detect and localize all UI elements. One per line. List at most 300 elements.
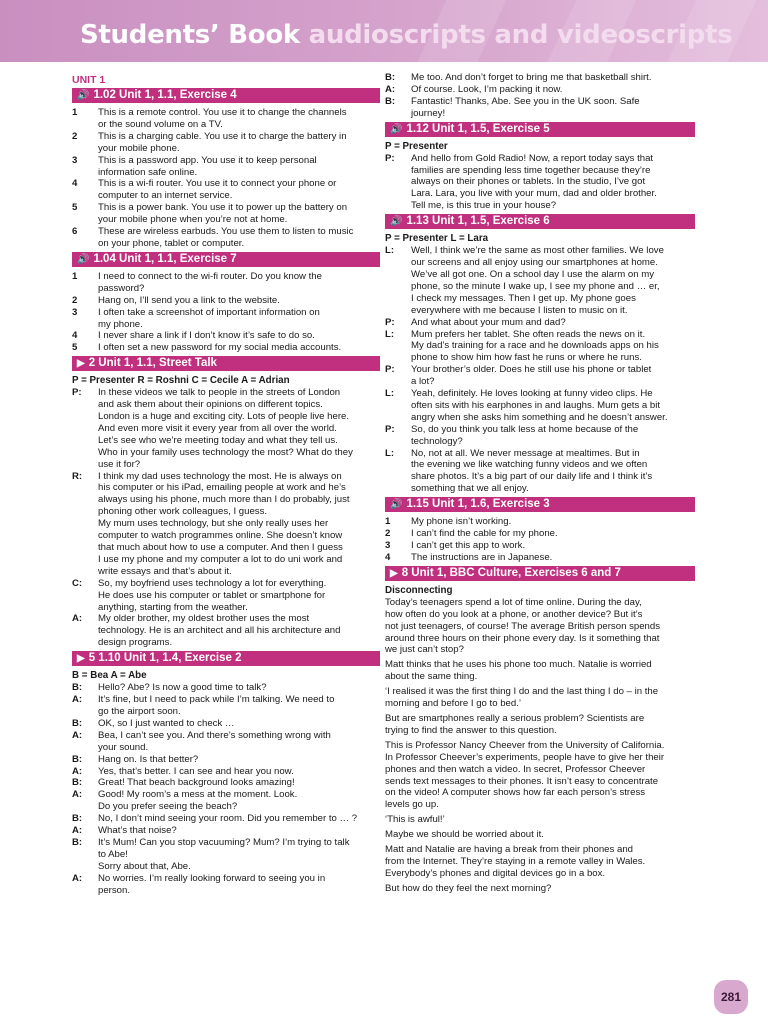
script-line [385, 245, 695, 257]
script-line [72, 742, 380, 754]
line-text: Tell me, is this true in your house? [411, 200, 557, 212]
line-text: Yeah, definitely. He loves looking at funny video clips. He [411, 388, 653, 400]
script-line [72, 861, 380, 873]
section-title: 1.13 Unit 1, 1.5, Exercise 6 [406, 215, 550, 228]
section-title: 2 Unit 1, 1.1, Street Talk [88, 357, 217, 370]
script-line [72, 801, 380, 813]
script-line [72, 885, 380, 897]
line-text: Let’s see who we’re meeting today and what they tell us. [98, 434, 338, 446]
script-line [72, 506, 380, 518]
script-line [72, 542, 380, 554]
line-text: everywhere with me because I listen to music on it. [411, 304, 628, 316]
script-line [72, 849, 380, 861]
line-text: Sorry about that, Abe. [98, 860, 191, 872]
line-text: families are spending less time together because they’re [411, 164, 651, 176]
line-label: A: [72, 694, 83, 706]
script-line [72, 494, 380, 506]
line-label: B: [72, 753, 83, 765]
line-label: 4 [72, 330, 78, 342]
line-text: phone to show him how fast he runs or where he runs. [411, 352, 642, 364]
line-label: 4 [72, 178, 78, 190]
line-text: design programs. [98, 637, 173, 649]
page-number: 281 [714, 980, 748, 1014]
line-label: A: [72, 825, 83, 837]
line-text: I use my phone and my computer a lot to do uni work and [98, 553, 343, 565]
line-text: And hello from Gold Radio! Now, a report today says that [411, 152, 654, 164]
article-line: levels go up. [385, 799, 439, 811]
script-line [72, 214, 380, 226]
line-text: And what about your mum and dad? [411, 316, 566, 328]
line-text: use it for? [98, 458, 141, 470]
script-line [72, 459, 380, 471]
article-line: phones and then watch a video. In secret, Professor Cheever [385, 763, 646, 775]
article-line: Matt thinks that he uses his phone too much. Natalie is worried [385, 659, 652, 671]
speaker-key: P = Presenter R = Roshni C = Cecile A = Adrian [72, 375, 290, 387]
line-text: I think my dad uses technology the most. He is always on [98, 470, 342, 482]
line-text: No, not at all. We never message at mealtimes. But in [411, 447, 640, 459]
line-text: I often set a new password for my social media accounts. [98, 342, 342, 354]
script-line [72, 554, 380, 566]
line-text: So, do you think you talk less at home because of the [411, 423, 639, 435]
line-text: This is a power bank. You use it to power up the battery on [98, 202, 348, 214]
line-text: always on their phones or tablets. In the studio, I’ve got [411, 176, 646, 188]
line-label: P: [385, 152, 395, 164]
script-line [72, 718, 380, 730]
line-text: Well, I think we’re the same as most other families. We love [411, 245, 664, 257]
unit-label: UNIT 1 [72, 74, 106, 86]
line-text: phoning other work colleagues, I guess. [98, 506, 268, 518]
script-line [72, 178, 380, 190]
line-text: Good! My room’s a mess at the moment. Look. [98, 789, 298, 801]
speaker-key: P = Presenter [385, 140, 448, 152]
line-label: P: [385, 316, 395, 328]
line-label: 5 [72, 342, 78, 354]
line-text: Hello? Abe? Is now a good time to talk? [98, 682, 267, 694]
line-label: L: [385, 447, 395, 459]
line-text: My mum uses technology, but she only really uses her [98, 518, 329, 530]
video-icon: ▶ [77, 653, 85, 665]
article-line: Matt and Natalie are having a break from their phones and [385, 844, 633, 856]
article-paragraph [385, 814, 695, 826]
script-line [72, 777, 380, 789]
line-text: something that we all enjoy. [411, 483, 529, 495]
line-label: 3 [72, 154, 78, 166]
script-line [385, 483, 695, 495]
article-line: from the Internet. They’re staying in a remote valley in Wales. [385, 855, 646, 867]
article-line: But how do they feel the next morning? [385, 882, 552, 894]
article-line: In Professor Cheever’s experiments, people have to give her their [385, 751, 665, 763]
line-text: password? [98, 282, 145, 294]
script-line [72, 155, 380, 167]
article-line: we just can’t stop? [385, 644, 464, 656]
line-label: A: [72, 872, 83, 884]
line-text: These are wireless earbuds. You use them to listen to music [98, 226, 354, 238]
speaker-key: P = Presenter L = Lara [385, 233, 489, 245]
left-column [72, 72, 380, 896]
line-text: The instructions are in Japanese. [411, 551, 553, 563]
line-label: 3 [72, 306, 78, 318]
section-body [72, 271, 380, 354]
line-text: I check my messages. Then I get up. My phone goes [411, 292, 636, 304]
script-line [72, 482, 380, 494]
line-label: A: [72, 729, 83, 741]
article-paragraph [385, 740, 695, 811]
article-line: Everybody’s phones and digital devices go in a box. [385, 867, 606, 879]
line-text: Hang on, I’ll send you a link to the website. [98, 294, 280, 306]
script-line [385, 540, 695, 552]
line-text: Hang on. Is that better? [98, 753, 199, 765]
script-line [385, 305, 695, 317]
article-paragraph [385, 713, 695, 737]
line-label: 6 [72, 226, 78, 238]
article-paragraph [385, 883, 695, 895]
line-text: your mobile phone when you’re not at home. [98, 214, 288, 226]
article-line: about the same thing. [385, 671, 478, 683]
video-icon: ▶ [390, 567, 398, 579]
line-text: Lara. Lara, you live with your mum, dad and older brother. [411, 188, 657, 200]
script-line [72, 307, 380, 319]
script-line [385, 257, 695, 269]
script-line [385, 436, 695, 448]
line-text: No worries. I’m really looking forward to seeing you in [98, 872, 326, 884]
title-light: audioscripts and videoscripts [308, 20, 733, 50]
line-text: I often take a screenshot of important information on [98, 306, 320, 318]
script-line [385, 364, 695, 376]
line-label: B: [385, 72, 396, 83]
script-line [72, 754, 380, 766]
article-paragraph [385, 686, 695, 710]
line-label: P: [385, 423, 395, 435]
line-text: Bea, I can’t see you. And there’s something wrong with [98, 729, 331, 741]
script-line [72, 202, 380, 214]
script-line [72, 789, 380, 801]
script-line [72, 107, 380, 119]
line-text: phone, so the minute I wake up, I see my phone and … er, [411, 280, 660, 292]
line-text: And even more visit it every year from all over the world. [98, 422, 337, 434]
line-text: person. [98, 884, 130, 896]
line-text: on your phone, tablet or computer. [98, 237, 245, 249]
section-header-1-13 [385, 214, 695, 229]
line-label: P: [72, 387, 82, 399]
script-line [385, 552, 695, 564]
line-text: My phone isn’t working. [411, 516, 512, 528]
script-line [72, 471, 380, 483]
script-line [72, 238, 380, 250]
article-line: on the video! A computer shows how far each person’s stress [385, 787, 646, 799]
section-title: 8 Unit 1, BBC Culture, Exercises 6 and 7 [401, 566, 621, 579]
script-line [385, 72, 695, 84]
line-text: technology? [411, 435, 463, 447]
line-text: It’s fine, but I need to pack while I’m talking. We need to [98, 694, 335, 706]
line-text: This is a remote control. You use it to change the channels [98, 107, 347, 118]
line-label: 2 [72, 130, 78, 142]
line-label: B: [72, 717, 83, 729]
script-line [385, 84, 695, 96]
article-body [385, 597, 695, 895]
script-line [72, 590, 380, 602]
line-text: Me too. And don’t forget to bring me that basketball shirt. [411, 72, 652, 83]
section-title: 1.15 Unit 1, 1.6, Exercise 3 [406, 498, 550, 511]
script-line [385, 329, 695, 341]
line-text: It’s Mum! Can you stop vacuuming? Mum? I’m trying to talk [98, 836, 350, 848]
line-label: 1 [72, 107, 78, 118]
script-line [72, 190, 380, 202]
article-line: around three hours on their phone every day. Is it something that [385, 632, 660, 644]
script-line [385, 200, 695, 212]
script-line [72, 447, 380, 459]
line-text: This is a charging cable. You use it to charge the battery in [98, 130, 347, 142]
line-text: your mobile phone. [98, 142, 180, 154]
line-text: We’ve all got one. On a school day I use the alarm on my [411, 268, 654, 280]
script-line [72, 873, 380, 885]
line-text: information safe online. [98, 166, 198, 178]
line-label: L: [385, 328, 395, 340]
line-text: London is a huge and exciting city. Lots of people live here. [98, 411, 350, 423]
section-body [385, 516, 695, 564]
article-line: how often do you look at a phone, or another device? But it’s [385, 608, 643, 620]
right-column [385, 72, 695, 898]
script-line [72, 271, 380, 283]
line-label: B: [72, 813, 83, 825]
section-header-street-talk [72, 356, 380, 371]
article-line: This is Professor Nancy Cheever from the University of California. [385, 739, 665, 751]
line-text: Your brother’s older. Does he still use his phone or tablet [411, 364, 652, 376]
audio-icon: 🔊 [77, 253, 90, 265]
video-icon: ▶ [77, 358, 85, 370]
script-line [385, 412, 695, 424]
script-line [72, 143, 380, 155]
article-line: Today’s teenagers spend a lot of time online. During the day, [385, 596, 642, 608]
audio-icon: 🔊 [77, 90, 90, 101]
article-line: sends text messages to their phones. It isn’t easy to concentrate [385, 775, 659, 787]
script-line [72, 602, 380, 614]
section-body [72, 387, 380, 649]
script-line [72, 706, 380, 718]
line-text: always using his phone, much more than I do probably, just [98, 494, 350, 506]
line-text: No, I don’t mind seeing your room. Did you remember to … ? [98, 813, 358, 825]
article-paragraph [385, 659, 695, 683]
section-header-1-10 [72, 651, 380, 666]
line-text: Of course. Look, I’m packing it now. [411, 83, 563, 95]
script-line [72, 411, 380, 423]
script-line [72, 119, 380, 131]
section-title: 5 1.10 Unit 1, 1.4, Exercise 2 [88, 652, 242, 665]
script-line [385, 340, 695, 352]
line-text: Fantastic! Thanks, Abe. See you in the UK soon. Safe [411, 95, 640, 107]
audio-icon: 🔊 [390, 499, 403, 511]
script-line [385, 400, 695, 412]
script-line [72, 131, 380, 143]
section-body [72, 107, 380, 250]
script-line [385, 293, 695, 305]
line-text: write essays and that’s about it. [98, 565, 232, 577]
line-text: I can’t find the cable for my phone. [411, 528, 558, 540]
script-line [72, 613, 380, 625]
article-line: trying to find the answer to this question. [385, 724, 557, 736]
script-line [72, 837, 380, 849]
script-line [385, 528, 695, 540]
script-line [72, 637, 380, 649]
script-line [72, 342, 380, 354]
line-label: L: [385, 245, 395, 257]
line-text: So, my boyfriend uses technology a lot for everything. [98, 577, 327, 589]
line-text: journey! [411, 107, 446, 119]
article-paragraph [385, 844, 695, 880]
section-header-1-12 [385, 122, 695, 137]
script-line [385, 108, 695, 120]
script-line [72, 530, 380, 542]
line-text: go the airport soon. [98, 705, 181, 717]
line-label: 1 [385, 516, 391, 528]
script-line [72, 423, 380, 435]
script-line [385, 188, 695, 200]
line-text: This is a wi-fi router. You use it to connect your phone or [98, 178, 337, 190]
script-line [385, 459, 695, 471]
line-text: or the sound volume on a TV. [98, 118, 223, 130]
line-label: B: [72, 777, 83, 789]
script-line [385, 376, 695, 388]
script-line [385, 269, 695, 281]
section-body-continued [385, 72, 695, 120]
line-label: A: [72, 789, 83, 801]
line-text: In these videos we talk to people in the streets of London [98, 387, 341, 399]
script-line [72, 578, 380, 590]
line-label: 2 [385, 528, 391, 540]
line-label: A: [385, 83, 396, 95]
section-header-1-02 [72, 88, 380, 103]
line-text: Who in your family uses technology the most? What do they [98, 446, 353, 458]
line-text: your sound. [98, 741, 149, 753]
script-line [385, 448, 695, 460]
line-label: 2 [72, 294, 78, 306]
speaker-key: B = Bea A = Abe [72, 670, 147, 682]
script-line [72, 167, 380, 179]
line-text: This is a password app. You use it to keep personal [98, 154, 317, 166]
line-text: and ask them about their opinions on different topics. [98, 399, 323, 411]
line-label: P: [385, 364, 395, 376]
script-line [72, 283, 380, 295]
line-label: L: [385, 388, 395, 400]
script-line [72, 226, 380, 238]
line-text: Do you prefer seeing the beach? [98, 801, 238, 813]
article-paragraph [385, 829, 695, 841]
title-bold: Students’ Book [80, 20, 300, 50]
script-line [385, 352, 695, 364]
script-line [72, 319, 380, 331]
section-header-bbc-culture [385, 566, 695, 581]
line-label: 4 [385, 551, 391, 563]
line-text: share photos. It’s a big part of our daily life and I think it’s [411, 471, 653, 483]
script-line [72, 766, 380, 778]
line-text: that much about how to use a computer. And then I guess [98, 542, 343, 553]
script-line [385, 317, 695, 329]
script-line [385, 388, 695, 400]
line-text: OK, so I just wanted to check … [98, 717, 235, 729]
line-label: C: [72, 577, 83, 589]
script-line [385, 153, 695, 165]
line-text: I can’t get this app to work. [411, 540, 526, 551]
line-text: to Abe! [98, 848, 128, 860]
script-line [72, 295, 380, 307]
line-text: Mum prefers her tablet. She often reads the news on it. [411, 328, 646, 340]
script-line [72, 566, 380, 578]
script-line [72, 625, 380, 637]
script-line [385, 165, 695, 177]
script-line [385, 471, 695, 483]
line-text: my phone. [98, 318, 143, 330]
article-paragraph [385, 597, 695, 657]
line-text: computer to watch programmes online. She doesn’t know [98, 530, 343, 542]
script-line [72, 813, 380, 825]
line-label: 3 [385, 540, 391, 551]
line-text: anything, starting from the weather. [98, 601, 248, 613]
line-text: My older brother, my oldest brother uses the most [98, 613, 310, 625]
script-line [72, 435, 380, 447]
script-line [385, 96, 695, 108]
article-line: morning and before I go to bed.’ [385, 698, 522, 710]
line-label: 1 [72, 270, 78, 282]
line-text: computer to an internet service. [98, 190, 233, 202]
script-line [385, 516, 695, 528]
script-line [72, 387, 380, 399]
line-label: 5 [72, 202, 78, 214]
line-text: I need to connect to the wi-fi router. Do you know the [98, 270, 322, 282]
script-line [72, 694, 380, 706]
section-body [385, 245, 695, 495]
line-text: My dad’s training for a race and he downloads apps on his [411, 340, 659, 352]
article-heading: Disconnecting [385, 584, 453, 596]
line-text: I never share a link if I don’t know it’s safe to do so. [98, 330, 315, 342]
script-line [385, 176, 695, 188]
line-text: technology. He is an architect and all his architecture and [98, 625, 341, 637]
article-line: not just teenagers, of course! The average British person spends [385, 620, 661, 632]
article-line: ‘This is awful!’ [385, 814, 445, 826]
script-line [72, 730, 380, 742]
script-line [72, 518, 380, 530]
line-text: a lot? [411, 376, 435, 388]
audio-icon: 🔊 [390, 123, 403, 135]
section-title: 1.04 Unit 1, 1.1, Exercise 7 [93, 252, 237, 265]
script-line [385, 424, 695, 436]
line-label: B: [72, 682, 83, 694]
script-line [385, 281, 695, 293]
line-text: the evening we like watching funny videos and we often [411, 459, 648, 471]
article-line: ‘I realised it was the first thing I do and the last thing I do – in the [385, 686, 659, 698]
article-line: Maybe we should be worried about it. [385, 829, 544, 841]
section-title: 1.12 Unit 1, 1.5, Exercise 5 [406, 122, 550, 135]
script-line [72, 682, 380, 694]
page-title [80, 20, 732, 50]
section-title: 1.02 Unit 1, 1.1, Exercise 4 [93, 89, 237, 101]
line-label: B: [385, 95, 396, 107]
script-line [72, 330, 380, 342]
line-text: Yes, that’s better. I can see and hear you now. [98, 765, 294, 777]
script-line [72, 399, 380, 411]
page-banner [0, 0, 768, 62]
section-body [72, 682, 380, 896]
audio-icon: 🔊 [390, 216, 403, 228]
line-text: Great! That beach background looks amazing! [98, 777, 295, 789]
line-label: A: [72, 613, 83, 625]
line-text: angry when she asks him something and he doesn’t answer. [411, 411, 668, 423]
section-header-1-15 [385, 497, 695, 512]
line-text: our screens and all enjoy using our smartphones at home. [411, 257, 658, 269]
section-header-1-04 [72, 252, 380, 267]
line-label: B: [72, 836, 83, 848]
line-label: A: [72, 765, 83, 777]
line-text: his computer or his iPad, emailing people at work and he’s [98, 482, 346, 494]
line-label: R: [72, 470, 83, 482]
